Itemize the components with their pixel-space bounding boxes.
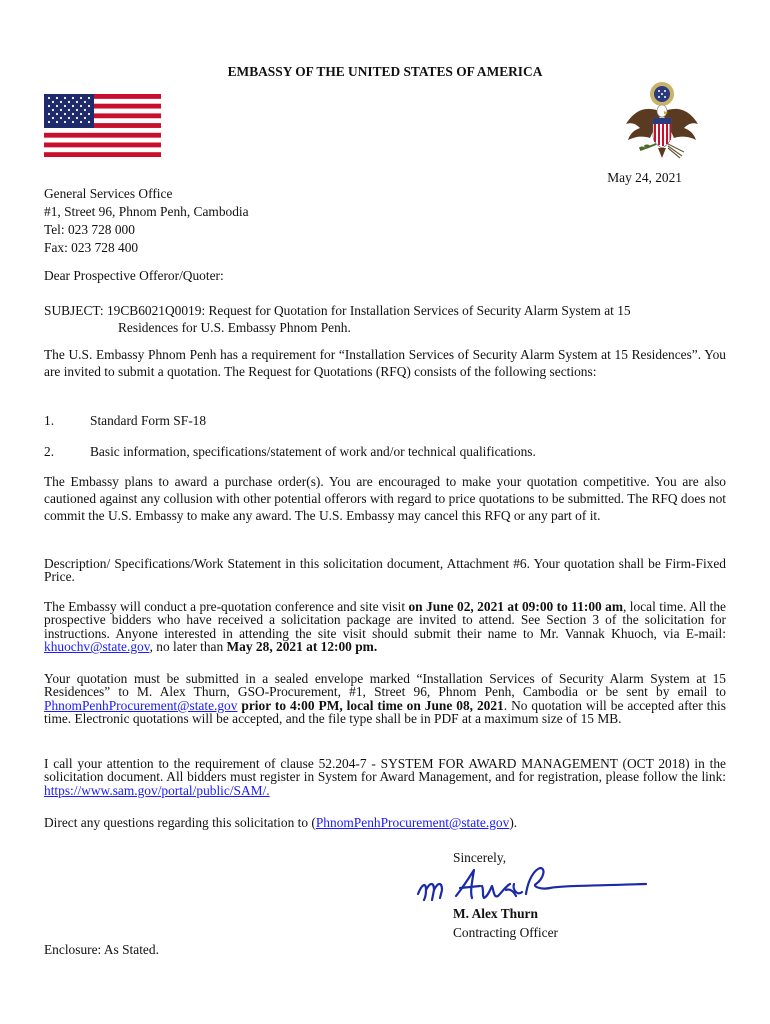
questions-paragraph: [44, 814, 726, 831]
conference-paragraph: [44, 600, 726, 654]
salutation: Dear Prospective Offeror/Quoter:: [44, 268, 224, 283]
procurement-email-link[interactable]: PhnomPenhProcurement@state.gov: [44, 697, 238, 713]
questions-email-link[interactable]: PhnomPenhProcurement@state.gov: [315, 815, 510, 830]
subject-line-1: SUBJECT: 19CB6021Q0019: Request for Quotation for Installation Services of Security Alarm System at 15: [44, 303, 631, 318]
sam-text: I call your attention to the requirement of clause 52.204-7 - SYSTEM FOR AWARD MANAGEMENT (OCT 2018) in the solicitation document. All bidders must register in System for Award Management, and for registration, please follow the link:: [44, 756, 726, 785]
subject-line: [44, 302, 726, 336]
letter-date: May 24, 2021: [607, 170, 682, 185]
site-visit-deadline: May 28, 2021 at 12:00 pm.: [226, 639, 378, 655]
conference-text: The Embassy will conduct a pre-quotation conference and site visit: [44, 599, 409, 614]
contact-email-link[interactable]: khuochv@state.gov: [44, 639, 150, 655]
conference-text: , local time. All the prospective bidders who have received a solicitation package are invited to attend. See Section 3 of the solicitation for instructions. Anyone interested in attending the site visit should submit their name to Mr. Vannak Khuoch, via E-mail:: [44, 599, 726, 641]
sam-link[interactable]: https://www.sam.gov/portal/public/SAM/.: [44, 782, 270, 798]
street-address: #1, Street 96, Phnom Penh, Cambodia: [44, 204, 249, 219]
telephone: Tel: 023 728 000: [44, 222, 135, 237]
subject-line-2: Residences for U.S. Embassy Phnom Penh.: [118, 320, 351, 335]
list-item: [44, 443, 726, 460]
signer-title: Contracting Officer: [453, 925, 558, 940]
conference-date: on June 02, 2021 at 09:00 to 11:00 am: [408, 599, 624, 614]
intro-paragraph: The U.S. Embassy Phnom Penh has a requirement for “Installation Services of Security Alarm System at 15 Residences”. You are invited to submit a quotation. The Request for Quotations (RFQ) consists of the following sections:: [44, 347, 726, 379]
fax: Fax: 023 728 400: [44, 240, 139, 255]
submission-text: Your quotation must be submitted in a sealed envelope marked “Installation Services of Security Alarm System at 15 Residences” to M. Alex Thurn, GSO-Procurement, #1, Street 96, Phnom Penh, Cambodia or be sent by email to: [44, 671, 726, 700]
closing-sincerely: Sincerely,: [453, 850, 507, 865]
enclosure-note: Enclosure: As Stated.: [44, 942, 159, 957]
list-item-text: Standard Form SF-18: [90, 413, 207, 428]
award-paragraph: The Embassy plans to award a purchase order(s). You are encouraged to make your quotation competitive. You are also cautioned against any collusion with other potential offerors with regard to price quotations to be submitted. The RFQ does not commit the U.S. Embassy to make any award. The U.S. Embassy may cancel this RFQ or any part of it.: [44, 474, 726, 523]
conference-text: , no later than: [149, 639, 227, 655]
office-name: General Services Office: [44, 186, 173, 201]
us-flag-icon: [44, 94, 161, 157]
letterhead-title: EMBASSY OF THE UNITED STATES OF AMERICA: [227, 64, 543, 79]
submission-deadline: prior to 4:00 PM, local time on June 08, 2021: [237, 697, 504, 713]
list-item-number: 1.: [44, 413, 55, 428]
signer-name: M. Alex Thurn: [453, 906, 538, 921]
list-item: [44, 412, 726, 429]
submission-paragraph: [44, 672, 726, 726]
list-item-number: 2.: [44, 444, 55, 459]
sam-paragraph: [44, 757, 726, 797]
description-paragraph: Description/ Specifications/Work Statement in this solicitation document, Attachment #6. Your quotation shall be Firm-Fixed Price.: [44, 556, 726, 585]
questions-text: ).: [509, 815, 518, 830]
list-item-text: Basic information, specifications/statement of work and/or technical qualifications.: [90, 444, 536, 459]
submission-text: . No quotation will be accepted after this time. Electronic quotations will be accepted, and the file type shall be in PDF at a maximum size of 15 MB.: [44, 697, 726, 727]
sender-address: [44, 185, 344, 257]
great-seal-eagle-icon: [618, 78, 706, 174]
questions-text: Direct any questions regarding this solicitation to (: [44, 815, 316, 830]
